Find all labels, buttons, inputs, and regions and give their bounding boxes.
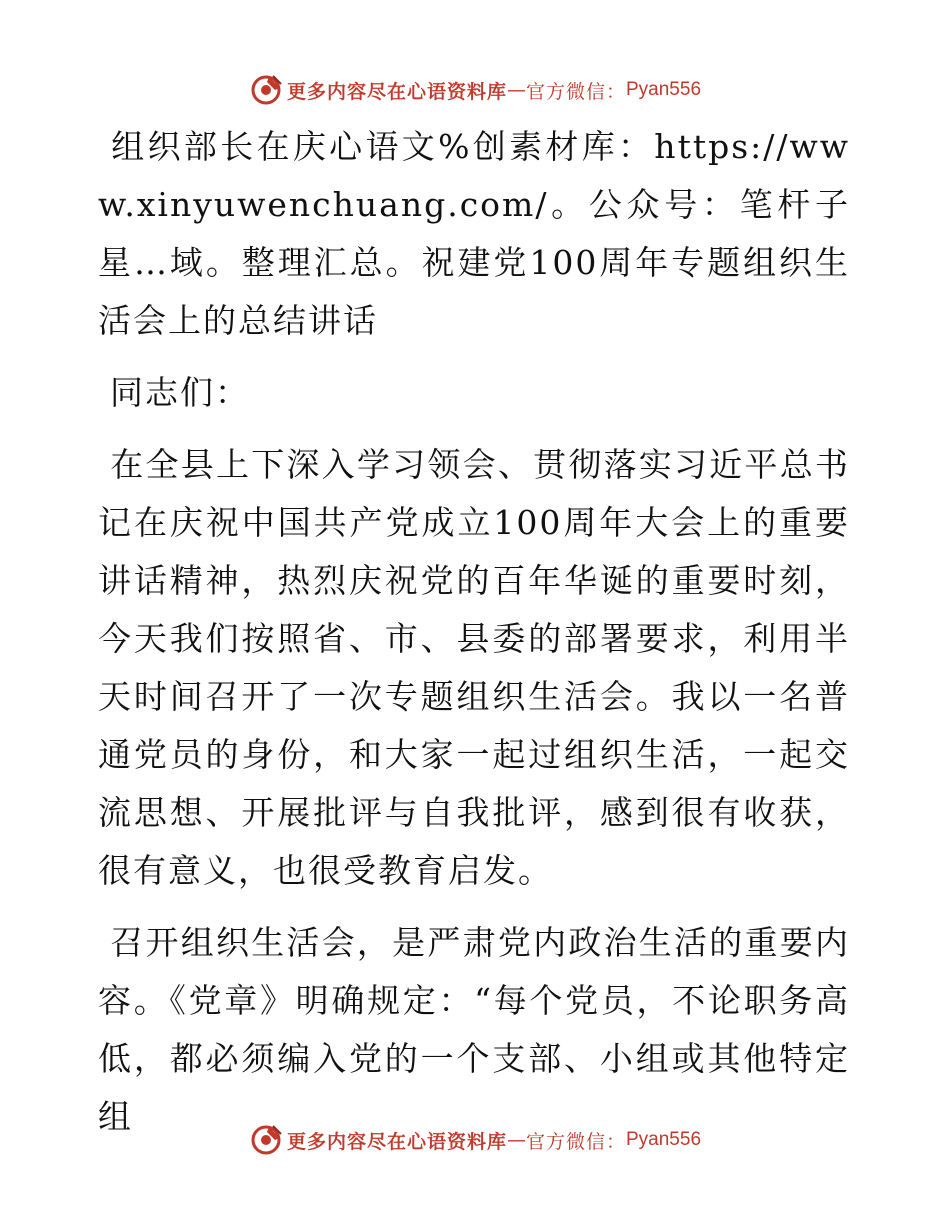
watermark-dash: — [506,1129,526,1151]
watermark-wechat-id: Pyan556 [626,1129,702,1150]
body-paragraph-2 [98,914,850,1146]
greeting-text: 同志们： [110,373,250,412]
watermark-wechat-id: Pyan556 [626,79,702,100]
watermark-wechat-label: 官方微信： [525,1130,626,1153]
watermark-wechat-label: 官方微信： [525,80,626,103]
title-text: 组织部长在庆心语文%创素材库：https://www.xinyuwenchuang.com/。公众号：笔杆子星…域。整理汇总。祝建党100周年专题组织生活会上的总结讲话 [98,127,850,340]
greeting-paragraph [98,364,850,422]
paragraph-text: 召开组织生活会，是严肃党内政治生活的重要内容。《党章》明确规定：“每个党员，不论职务高低，都必须编入党的一个支部、小组或其他特定组 [98,923,850,1136]
brand-logo-icon [249,1123,283,1157]
body-paragraph-1 [98,436,850,900]
paragraph-text: 在全县上下深入学习领会、贯彻落实习近平总书记在庆祝中国共产党成立100周年大会上的重要讲话精神，热烈庆祝党的百年华诞的重要时刻，今天我们按照省、市、县委的部署要求，利用半天时间召开了一次专题组织生活会。我以一名普通党员的身份，和大家一起过组织生活，一起交流思想、开展批评与自我批评，感到很有收获，很有意义，也很受教育启发。 [98,445,850,890]
document-body [98,118,850,1160]
brand-logo-icon [249,73,283,107]
watermark-header [0,70,950,110]
watermark-dash: — [506,79,526,101]
document-title-paragraph [98,118,850,350]
watermark-footer [0,1120,950,1160]
watermark-slogan: 更多内容尽在心语资料库 [286,1130,507,1153]
watermark-slogan: 更多内容尽在心语资料库 [286,80,507,103]
